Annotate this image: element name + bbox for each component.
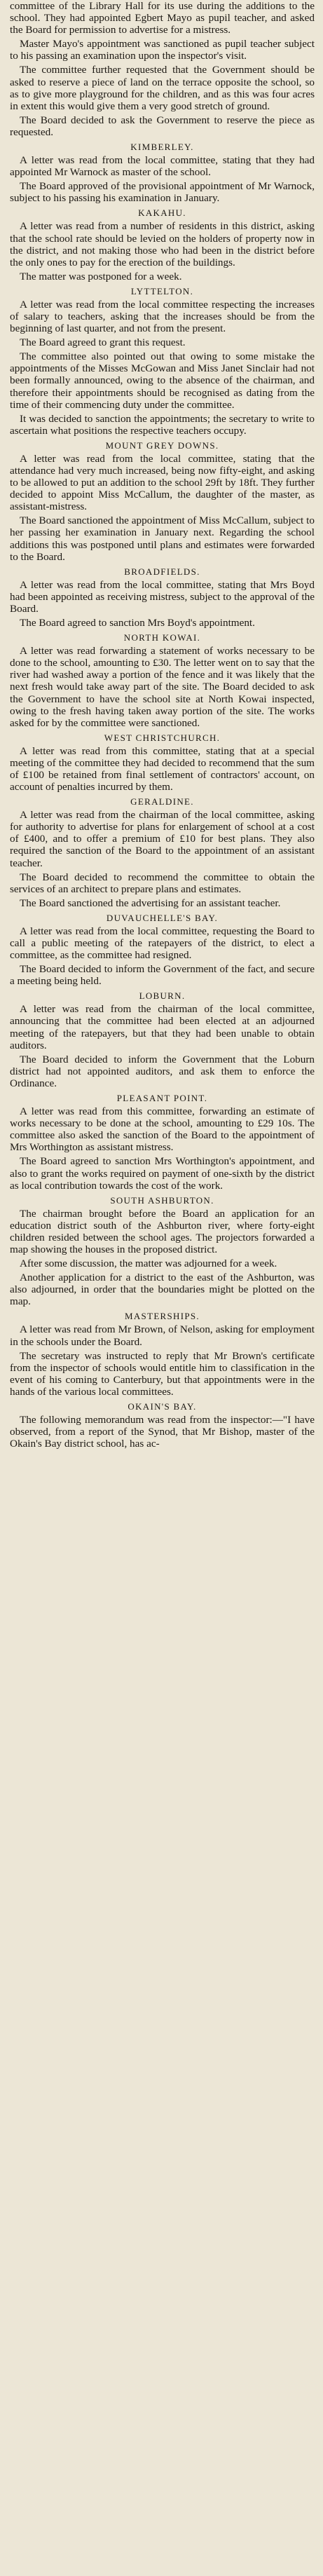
paragraph: A letter was read from this committee, stating that at a special meeting of the committee they had decided to recommend that the sum of £100 be retained from final settlement of contractors' account, on account of penalties incurred by them.	[10, 744, 315, 793]
section-heading: PLEASANT POINT.	[116, 1093, 208, 1104]
paragraph: The Board decided to inform the Government that the Loburn district had not appointed auditors, and ask them to enforce the Ordinance.	[10, 1053, 315, 1089]
paragraph: A letter was read from the local committee, stating that they had appointed Mr Warnock as master of the school.	[10, 154, 315, 179]
paragraph: The Board decided to inform the Government of the fact, and secure a meeting being held.	[10, 963, 315, 988]
section-heading: MOUNT GREY DOWNS.	[105, 439, 219, 451]
paragraph: A letter was read forwarding a statement of works necessary to be done to the school, amounting to £30. The letter went on to say that the river had washed away a portion of the fence and it was likely that the next fresh would take away part of the site. The Board decided to ask the Government to have the school site at North Kowai inspected, owing to the fresh having taken away portion of the site. The works asked for by the committee were sanctioned.	[10, 645, 315, 729]
section-heading: GERALDINE.	[130, 796, 194, 807]
paragraph: A letter was read from the local committee, requesting the Board to call a public meeting of the ratepayers of the district, to elect a committee, as the committee had resigned.	[10, 925, 315, 962]
paragraph: A letter was read from the chairman of the local committee, announcing that the committee had been elected at an adjourned meeting of the ratepayers, but that they had been unable to obtain auditors.	[10, 1003, 315, 1051]
section-heading: LYTTELTON.	[130, 285, 194, 297]
paragraph: A letter was read from the local committee, stating that the attendance had very much increased, being now fifty-eight, and asking to be allowed to put an addition to the school 29ft by 18ft. They further decided to appoint Miss McCallum, the daughter of the master, as assistant-mistress.	[10, 452, 315, 513]
paragraph: It was decided to sanction the appointments; the secretary to write to ascertain what positions the respective teachers occupy.	[10, 412, 315, 437]
paragraph: The Board agreed to sanction Mrs Boyd's appointment.	[20, 617, 255, 629]
section-heading: SOUTH ASHBURTON.	[110, 1194, 214, 1206]
section-heading: BROADFIELDS.	[124, 566, 200, 577]
paragraph: The Board decided to recommend the committee to obtain the services of an architect to prepare plans and estimates.	[10, 871, 315, 895]
paragraph: After some discussion, the matter was adjourned for a week.	[20, 1258, 277, 1270]
paragraph: Another application for a district to the east of the Ashburton, was also adjourned, in order that the boundaries might be plotted on the map.	[10, 1272, 315, 1308]
paragraph: The Board agreed to grant this request.	[20, 336, 186, 349]
paragraph: The Board approved of the provisional appointment of Mr Warnock, subject to his passing his examination in January.	[10, 180, 315, 205]
paragraph: The committee also pointed out that owing to some mistake the appointments of the Misses McGowan and Miss Janet Sinclair had not been formally announced, owing to the absence of the chairman, and therefore their appointments should be recognised as dating from the time of their commencing duty under the committee.	[10, 350, 315, 411]
paragraph: A letter was read from Mr Brown, of Nelson, asking for employment in the schools under the Board.	[10, 1323, 315, 1348]
section-heading: DUVAUCHELLE'S BAY.	[106, 912, 219, 923]
paragraph: The chairman brought before the Board an application for an education district south of the Ashburton river, where forty-eight children resided between the school ages. The projectors forwarded a map showing the houses in the proposed district.	[10, 1207, 315, 1255]
paragraph: The Board agreed to sanction Mrs Worthington's appointment, and also to grant the works required on payment of one-sixth by the district as local contribution towards the cost of the work.	[10, 1155, 315, 1192]
paragraph: The following memorandum was read from the inspector:—"I have observed, from a report of the Synod, that Mr Bishop, master of the Okain's Bay district school, has ac-	[10, 1414, 315, 1450]
paragraph: The matter was postponed for a week.	[20, 270, 182, 282]
section-heading: WEST CHRISTCHURCH.	[104, 732, 221, 743]
section-heading: MASTERSHIPS.	[125, 1311, 200, 1322]
section-heading: NORTH KOWAI.	[123, 632, 201, 643]
paragraph: A letter was read from this committee, forwarding an estimate of works necessary to be done at the school, amounting to £29 10s. The committee also asked the sanction of the Board to the appointment of Mrs Worthington as assistant mistress.	[10, 1105, 315, 1154]
section-heading: OKAIN'S BAY.	[128, 1401, 197, 1412]
paragraph: committee of the Library Hall for its use during the additions to the school. They had appointed Egbert Mayo as pupil teacher, and asked the Board for permission to advertise for a mistress.	[10, 0, 315, 36]
paragraph: A letter was read from the local committee, stating that Mrs Boyd had been appointed as receiving mistress, subject to the approval of the Board.	[10, 578, 315, 615]
paragraph: The secretary was instructed to reply that Mr Brown's certificate from the inspector of schools would entitle him to classification in the event of his coming to Canterbury, but that appointments were in the hands of the various local committees.	[10, 1349, 315, 1398]
paragraph: A letter was read from the local committee respecting the increases of salary to teachers, asking that the increases should be from the beginning of last quarter, and not from the present.	[10, 298, 315, 335]
section-heading: LOBURN.	[139, 990, 186, 1002]
paragraph: The Board sanctioned the advertising for an assistant teacher.	[20, 897, 281, 909]
paragraph: The committee further requested that the Government should be asked to reserve a piece of land on the terrace opposite the school, so as to give more playground for the children, and as this was four acres in extent this would give them a very good stretch of ground.	[10, 64, 315, 112]
paragraph: Master Mayo's appointment was sanctioned as pupil teacher subject to his passing an examination upon the inspector's visit.	[10, 38, 315, 62]
section-heading: KIMBERLEY.	[130, 142, 194, 153]
paragraph: A letter was read from the chairman of the local committee, asking for authority to advertise for plans for enlargement of school at a cost of £400, and to offer a premium of £10 for best plans. They also required the sanction of the Board to the appointment of an assistant teacher.	[10, 809, 315, 869]
paragraph: The Board decided to ask the Government to reserve the piece as requested.	[10, 114, 315, 138]
section-heading: KAKAHU.	[138, 207, 186, 219]
paragraph: The Board sanctioned the appointment of Miss McCallum, subject to her passing her examination in January next. Regarding the school additions this was postponed until plans and estimates were forwarded to the Board.	[10, 514, 315, 563]
paragraph: A letter was read from a number of residents in this district, asking that the school rate should be levied on the holders of property now in the district, and not making those who had been in the district before the only ones to pay for the erection of the buildings.	[10, 220, 315, 268]
